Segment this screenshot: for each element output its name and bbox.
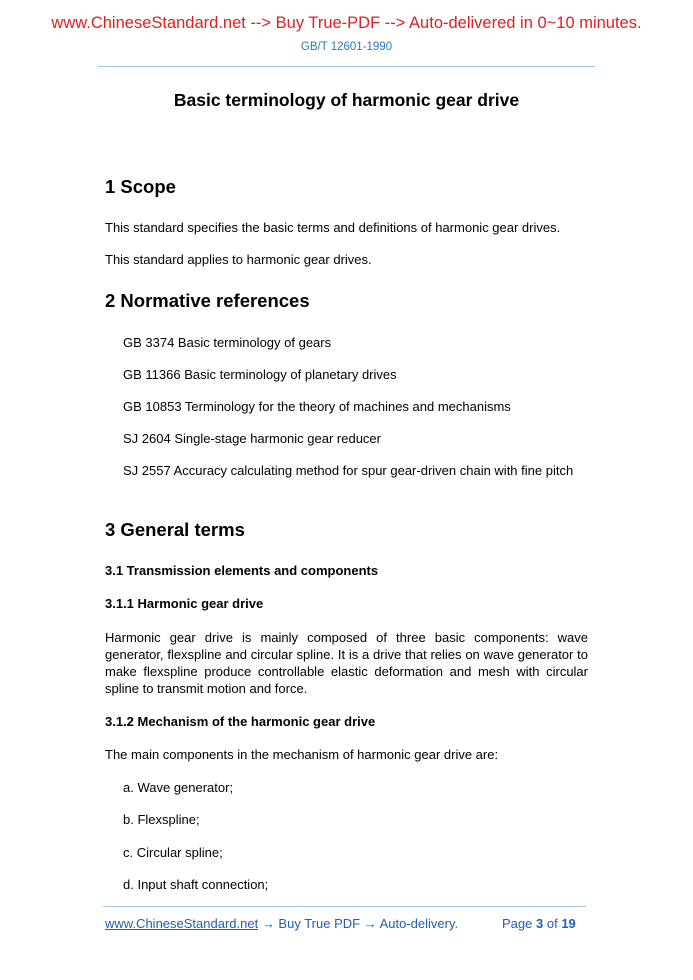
promo-banner: www.ChineseStandard.net --> Buy True-PDF --> Auto-delivered in 0~10 minutes. <box>51 14 642 32</box>
of-label: of <box>546 916 558 931</box>
reference-item: SJ 2604 Single-stage harmonic gear reducer <box>123 431 381 446</box>
list-item: a. Wave generator; <box>123 780 234 795</box>
subheading: 3.1.1 Harmonic gear drive <box>105 596 264 611</box>
subheading: 3.1.2 Mechanism of the harmonic gear drive <box>105 714 376 729</box>
page-label: Page <box>502 916 533 931</box>
heading-scope: 1 Scope <box>105 176 176 197</box>
paragraph: The main components in the mechanism of harmonic gear drive are: <box>105 747 499 762</box>
footer-promo <box>105 916 458 931</box>
list-item: b. Flexspline; <box>123 812 200 827</box>
reference-item: GB 11366 Basic terminology of planetary drives <box>123 367 397 382</box>
paragraph: This standard specifies the basic terms and definitions of harmonic gear drives. <box>105 220 561 235</box>
heading-general-terms: 3 General terms <box>105 519 245 540</box>
footer-divider <box>103 906 586 907</box>
standard-number: GB/T 12601-1990 <box>300 41 393 53</box>
footer-text: → Buy True PDF → Auto-delivery. <box>258 916 459 931</box>
header-divider <box>98 66 595 67</box>
list-item: c. Circular spline; <box>123 845 223 860</box>
document-title: Basic terminology of harmonic gear drive <box>173 90 520 110</box>
heading-normative-references: 2 Normative references <box>105 290 310 311</box>
page-number: 3 <box>536 916 544 931</box>
paragraph: Harmonic gear drive is mainly composed of three basic components: wave generator, flexspline and circular spline. It is a drive that relies on wave generator to make flexspline produce controllable elastic deformation and mesh with circular spline to transmit motion and force. <box>105 630 588 696</box>
reference-item: GB 3374 Basic terminology of gears <box>123 335 332 350</box>
reference-item: SJ 2557 Accuracy calculating method for spur gear-driven chain with fine pitch <box>123 463 574 478</box>
subheading: 3.1 Transmission elements and components <box>105 563 379 578</box>
list-item: d. Input shaft connection; <box>123 877 269 892</box>
footer-link[interactable]: www.ChineseStandard.net <box>105 916 259 931</box>
reference-item: GB 10853 Terminology for the theory of machines and mechanisms <box>123 399 511 414</box>
page-total: 19 <box>561 916 576 931</box>
paragraph: This standard applies to harmonic gear drives. <box>105 252 372 267</box>
page-indicator <box>502 916 576 931</box>
